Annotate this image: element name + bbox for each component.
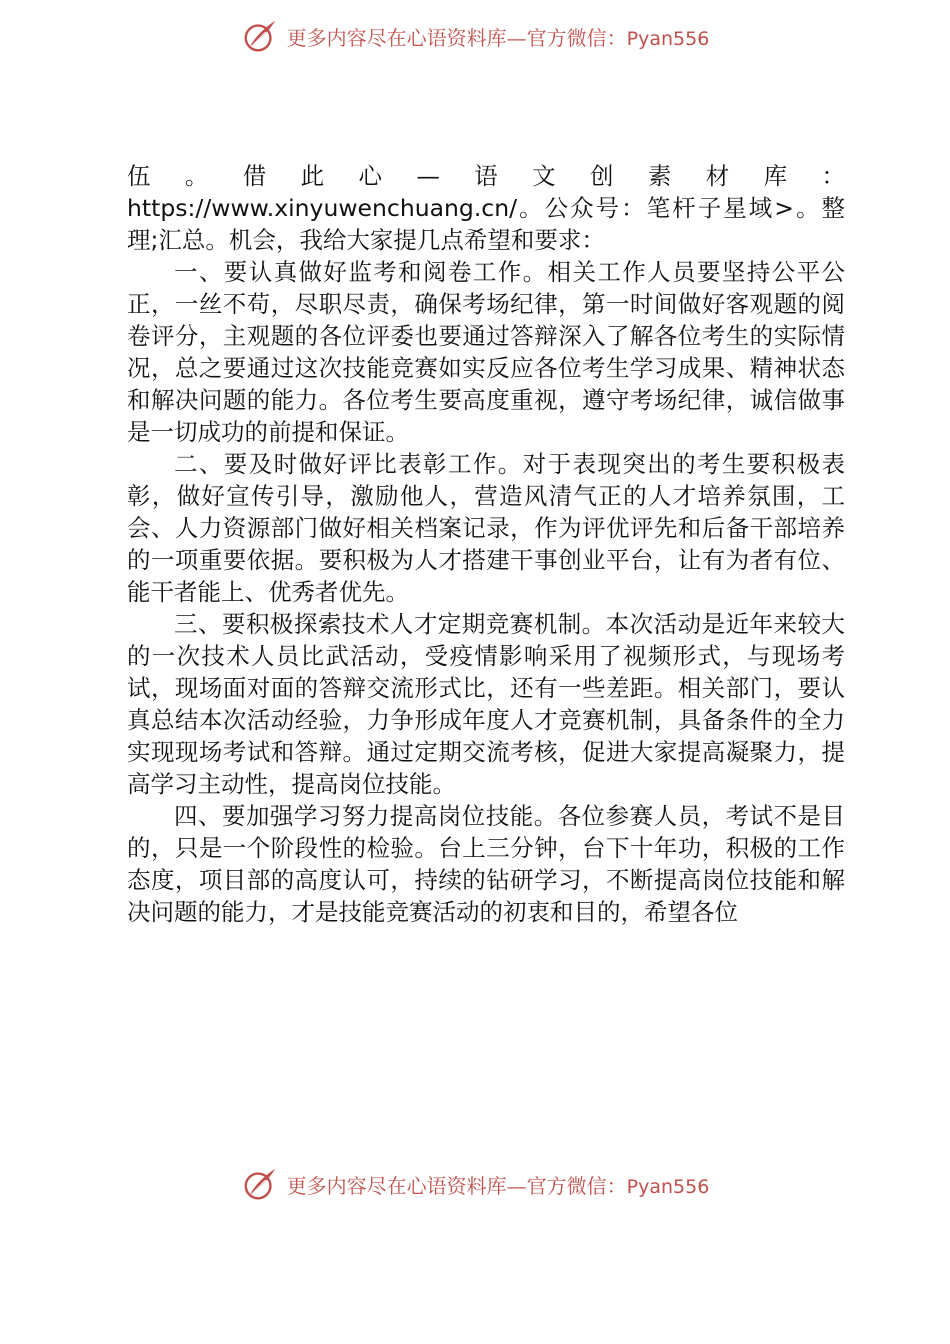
- point-paragraph-3: 三、要积极探索技术人才定期竞赛机制。本次活动是近年来较大的一次技术人员比武活动，受疫情影响采用了视频形式，与现场考试，现场面对面的答辩交流形式比，还有一些差距。相关部门，要认真总结本次活动经验，力争形成年度人才竞赛机制，具备条件的全力实现现场考试和答辩。通过定期交流考核，促进大家提高凝聚力，提高学习主动性，提高岗位技能。: [127, 610, 845, 798]
- point-paragraph-1: 一、要认真做好监考和阅卷工作。相关工作人员要坚持公平公正，一丝不苟，尽职尽责，确保考场纪律，第一时间做好客观题的阅卷评分，主观题的各位评委也要通过答辩深入了解各位考生的实际情况，总之要通过这次技能竞赛如实反应各位考生学习成果、精神状态和解决问题的能力。各位考生要高度重视，遵守考场纪律，诚信做事是一切成功的前提和保证。: [127, 258, 845, 446]
- footer-banner: [0, 1162, 950, 1206]
- footer-wechat-id: Pyan556: [626, 1175, 710, 1198]
- point-paragraph-2: 二、要及时做好评比表彰工作。对于表现突出的考生要积极表彰，做好宣传引导，激励他人，营造风清气正的人才培养氛围，工会、人力资源部门做好相关档案记录，作为评优评先和后备干部培养的一项重要依据。要积极为人才搭建干事创业平台，让有为者有位、能干者能上、优秀者优先。: [127, 450, 845, 606]
- quill-logo-icon: [241, 17, 279, 55]
- document-body: [127, 160, 845, 928]
- quill-logo-icon: [241, 1165, 279, 1203]
- intro-paragraph: 伍。借此心—语文创素材库：https://www.xinyuwenchuang.cn/。公众号：笔杆子星域>。整理;汇总。机会，我给大家提几点希望和要求：: [127, 162, 845, 254]
- header-wechat-id: Pyan556: [626, 27, 710, 50]
- header-banner-text: 更多内容尽在心语资料库—官方微信：Pyan556: [286, 25, 710, 50]
- point-paragraph-4: 四、要加强学习努力提高岗位技能。各位参赛人员，考试不是目的，只是一个阶段性的检验。台上三分钟，台下十年功，积极的工作态度，项目部的高度认可，持续的钻研学习，不断提高岗位技能和解决问题的能力，才是技能竞赛活动的初衷和目的，希望各位: [127, 802, 845, 926]
- footer-banner-text: 更多内容尽在心语资料库—官方微信：Pyan556: [286, 1173, 710, 1198]
- header-banner: [0, 14, 950, 58]
